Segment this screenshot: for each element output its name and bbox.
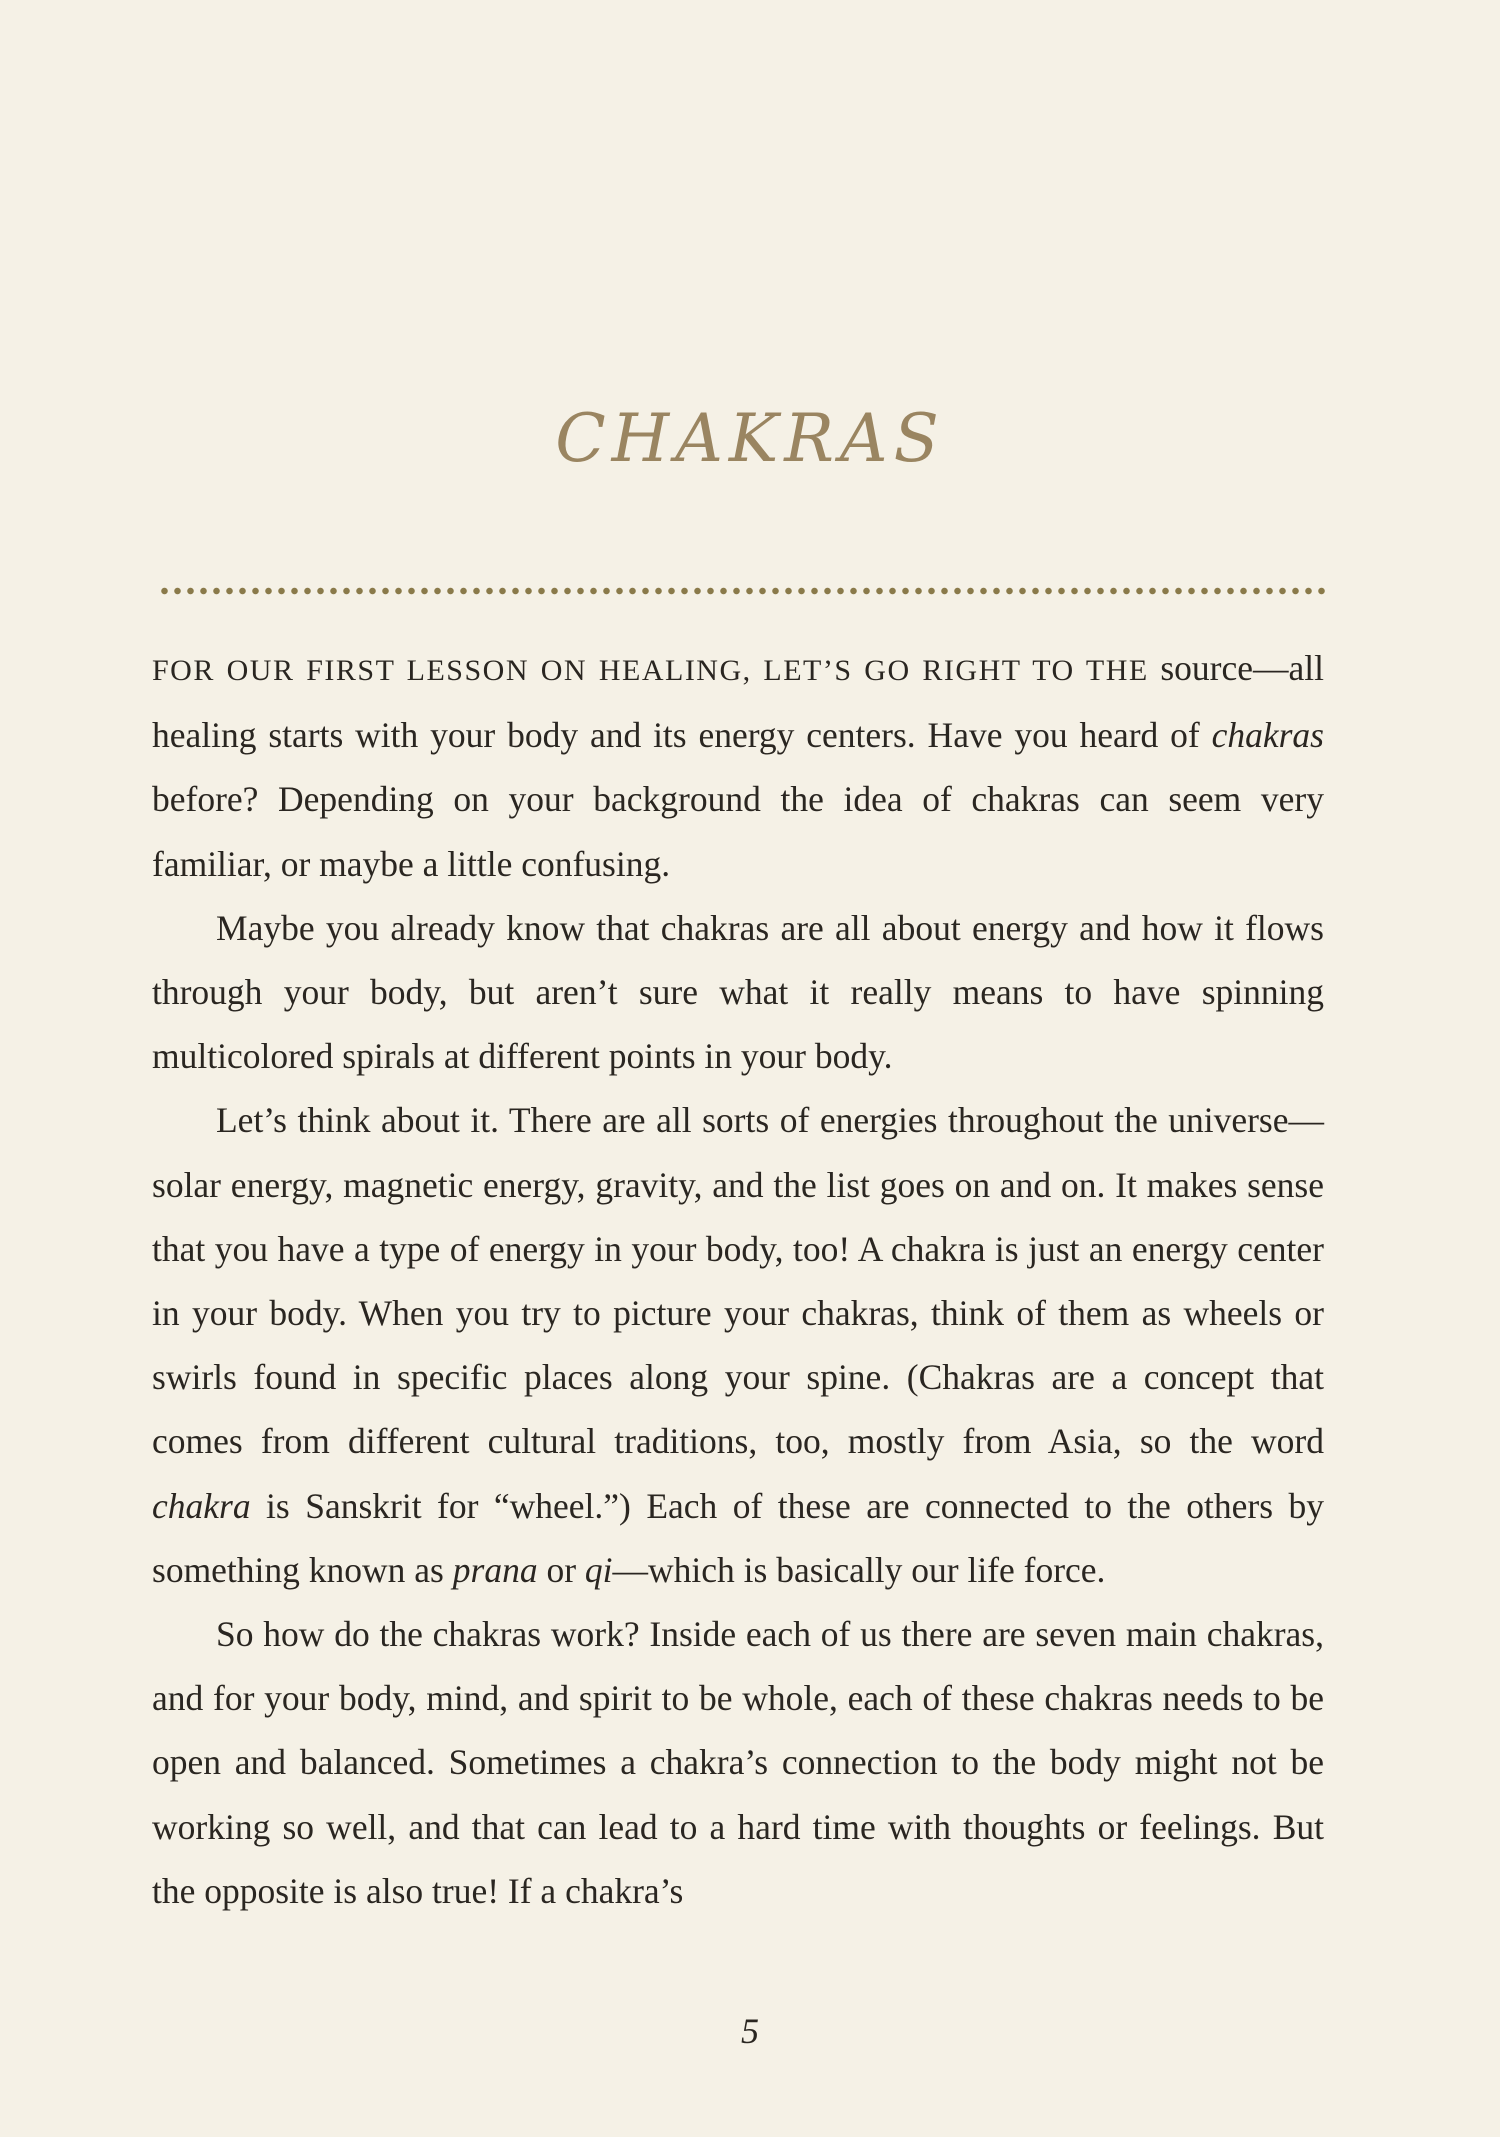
emphasis-prana: prana: [452, 1549, 538, 1590]
paragraph-3-text-a: Let’s think about it. There are all sorts of energies throughout the universe—solar energy, magnetic energy, gravity, and the list goes on and on. It makes sense that you have a type of energy in your body, too! A chakra is just an energy center in your body. When you try to picture your chakras, think of them as wheels or swirls found in specific places along your spine. (Chakras are a concept that comes from different cultural traditions, too, mostly from Asia, so the word: [152, 1100, 1324, 1462]
paragraph-2-text: Maybe you already know that chakras are all about energy and how it flows through your body, but aren’t sure what it really means to have spinning multicolored spirals at different points in your body.: [152, 907, 1324, 1077]
paragraph-1: [152, 636, 1324, 896]
paragraph-1-text-a: source—all healing starts with your body and its energy centers. Have you heard of: [152, 648, 1325, 756]
body-text: [152, 636, 1324, 1923]
dotted-divider: [158, 586, 1330, 596]
paragraph-3-text-b: is Sanskrit for “wheel.”) Each of these are connected to the others by something known as: [152, 1485, 1324, 1590]
emphasis-chakra: chakra: [152, 1485, 251, 1526]
paragraph-2: [152, 896, 1324, 1089]
emphasis-chakras: chakras: [1211, 715, 1324, 756]
emphasis-qi: qi: [584, 1549, 613, 1590]
chapter-title: CHAKRAS: [555, 400, 945, 477]
paragraph-1-text-b: before? Depending on your background the idea of chakras can seem very familiar, or maybe a little confusing.: [152, 779, 1324, 884]
paragraph-3-text-d: —which is basically our life force.: [612, 1549, 1106, 1590]
paragraph-3: [152, 1088, 1324, 1602]
paragraph-4-text: So how do the chakras work? Inside each of us there are seven main chakras, and for your body, mind, and spirit to be whole, each of these chakras needs to be open and balanced. Sometimes a chakra’s connection to the body might not be working so well, and that can lead to a hard time with thoughts or feelings. But the opposite is also true! If a chakra’s: [152, 1614, 1324, 1911]
page-number: 5: [741, 2011, 759, 2051]
paragraph-4: [152, 1602, 1324, 1923]
paragraph-3-text-c: or: [537, 1549, 585, 1590]
small-caps-lead: FOR OUR FIRST LESSON ON HEALING, LET’S GO RIGHT TO THE: [152, 654, 1149, 687]
